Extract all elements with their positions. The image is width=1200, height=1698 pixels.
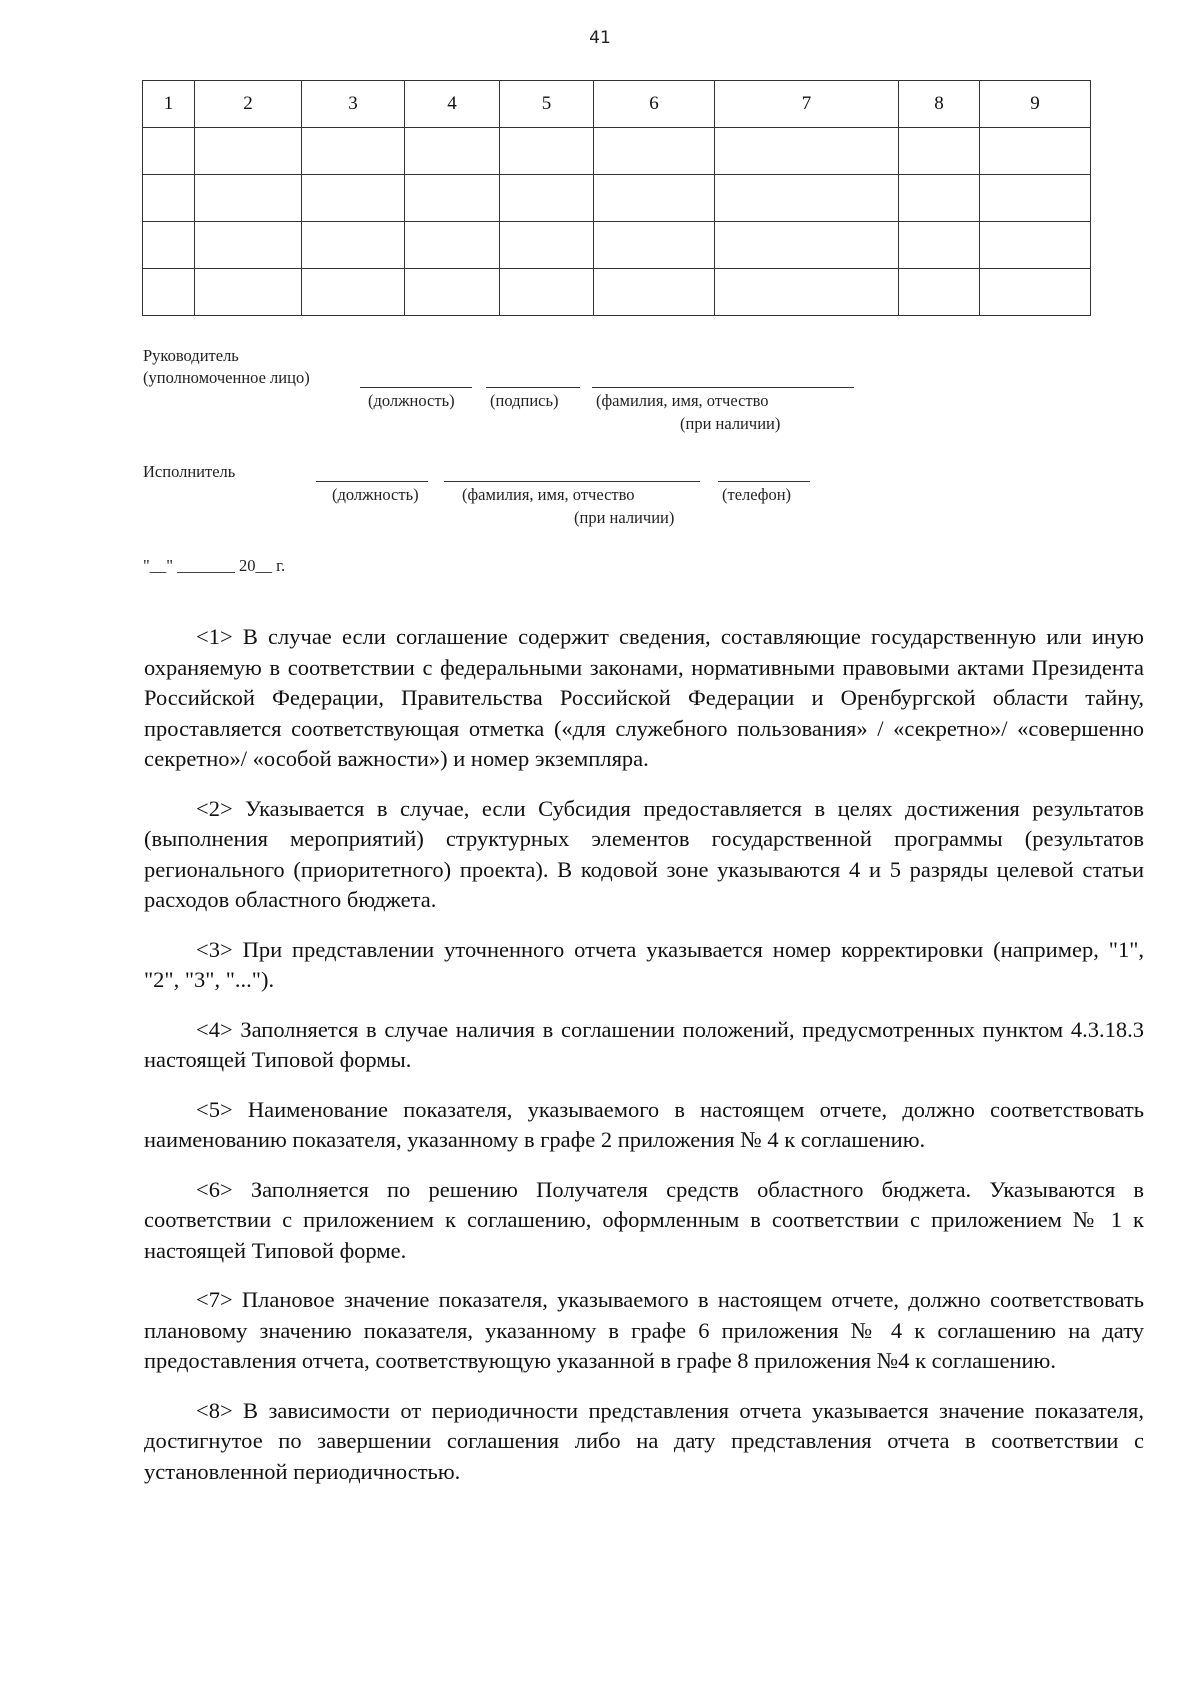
table-row [143,269,1091,316]
head-label: Руководитель [143,346,239,365]
footnote-8: <8> В зависимости от периодичности представления отчета указывается значение показателя, достигнутое по завершении соглашения либо на дату представления отчета в соответствии с установленной периодичностью. [144,1397,1144,1484]
table-row [143,222,1091,269]
report-table [142,80,1091,316]
executor-phone-caption: (телефон) [722,485,792,504]
footnote-2: <2> Указывается в случае, если Субсидия предоставляется в целях достижения результатов (выполнения мероприятий) структурных элементов государственной программы (результатов регионального (приоритетного) проекта). В кодовой зоне указываются 4 и 5 разряды целевой статьи расходов областного бюджета. [144,795,1144,912]
column-number-cell: 8 [899,81,980,128]
footnote-1: <1> В случае если соглашение содержит сведения, составляющие государственную или иную охраняемую в соответствии с федеральными законами, нормативными правовыми актами Президента Российской Федерации, Правительства Российской Федерации и Оренбургской области тайну, проставляется соответствующая отметка («для служебного пользования» / «секретно»/ «совершенно секретно»/ «особой важности») и номер экземпляра. [144,624,1144,771]
position-line [360,387,472,388]
executor-label: Исполнитель [143,462,236,481]
executor-name-caption: (фамилия, имя, отчество [462,485,635,504]
footnote-7: <7> Плановое значение показателя, указываемого в настоящем отчете, должно соответствовать плановому значению показателя, указанному в графе 6 приложения № 4 к соглашению на дату предоставления отчета, соответствующую указанной в графе 8 приложения №4 к соглашению. [144,1287,1144,1373]
page-number: 41 [589,28,611,48]
column-number-cell: 6 [594,81,715,128]
executor-name-line [444,481,700,482]
column-number-cell: 5 [500,81,594,128]
footnote-3: <3> При представлении уточненного отчета указывается номер корректировки (например, "1", "2", "3", "..."). [144,936,1144,992]
date-line: "__" _______ 20__ г. [143,556,286,575]
signature-caption: (подпись) [490,391,559,410]
head-label-authorized: (уполномоченное лицо) [143,368,310,387]
footnote-6: <6> Заполняется по решению Получателя средств областного бюджета. Указываются в соответствии с приложением к соглашению, оформленным в соответствии с приложением № 1 к настоящей Типовой форме. [144,1176,1144,1263]
executor-name-caption-note: (при наличии) [574,508,675,527]
column-number-cell: 1 [143,81,195,128]
signature-line [486,387,580,388]
column-number-cell: 2 [195,81,302,128]
column-number-cell: 7 [715,81,899,128]
table-row [143,128,1091,175]
footnote-4: <4> Заполняется в случае наличия в соглашении положений, предусмотренных пунктом 4.3.18.3 настоящей Типовой формы. [144,1016,1144,1072]
table-row [143,175,1091,222]
name-line [592,387,854,388]
table-header-row [143,81,1091,128]
column-number-cell: 4 [405,81,500,128]
position-caption: (должность) [368,391,455,410]
footnotes [144,622,1144,1506]
column-number-cell: 9 [980,81,1091,128]
footnote-5: <5> Наименование показателя, указываемого в настоящем отчете, должно соответствовать наименованию показателя, указанному в графе 2 приложения № 4 к соглашению. [144,1096,1144,1152]
executor-position-line [316,481,428,482]
column-number-cell: 3 [302,81,405,128]
name-caption: (фамилия, имя, отчество [596,391,769,410]
executor-phone-line [718,481,810,482]
executor-position-caption: (должность) [332,485,419,504]
name-caption-note: (при наличии) [680,414,781,433]
